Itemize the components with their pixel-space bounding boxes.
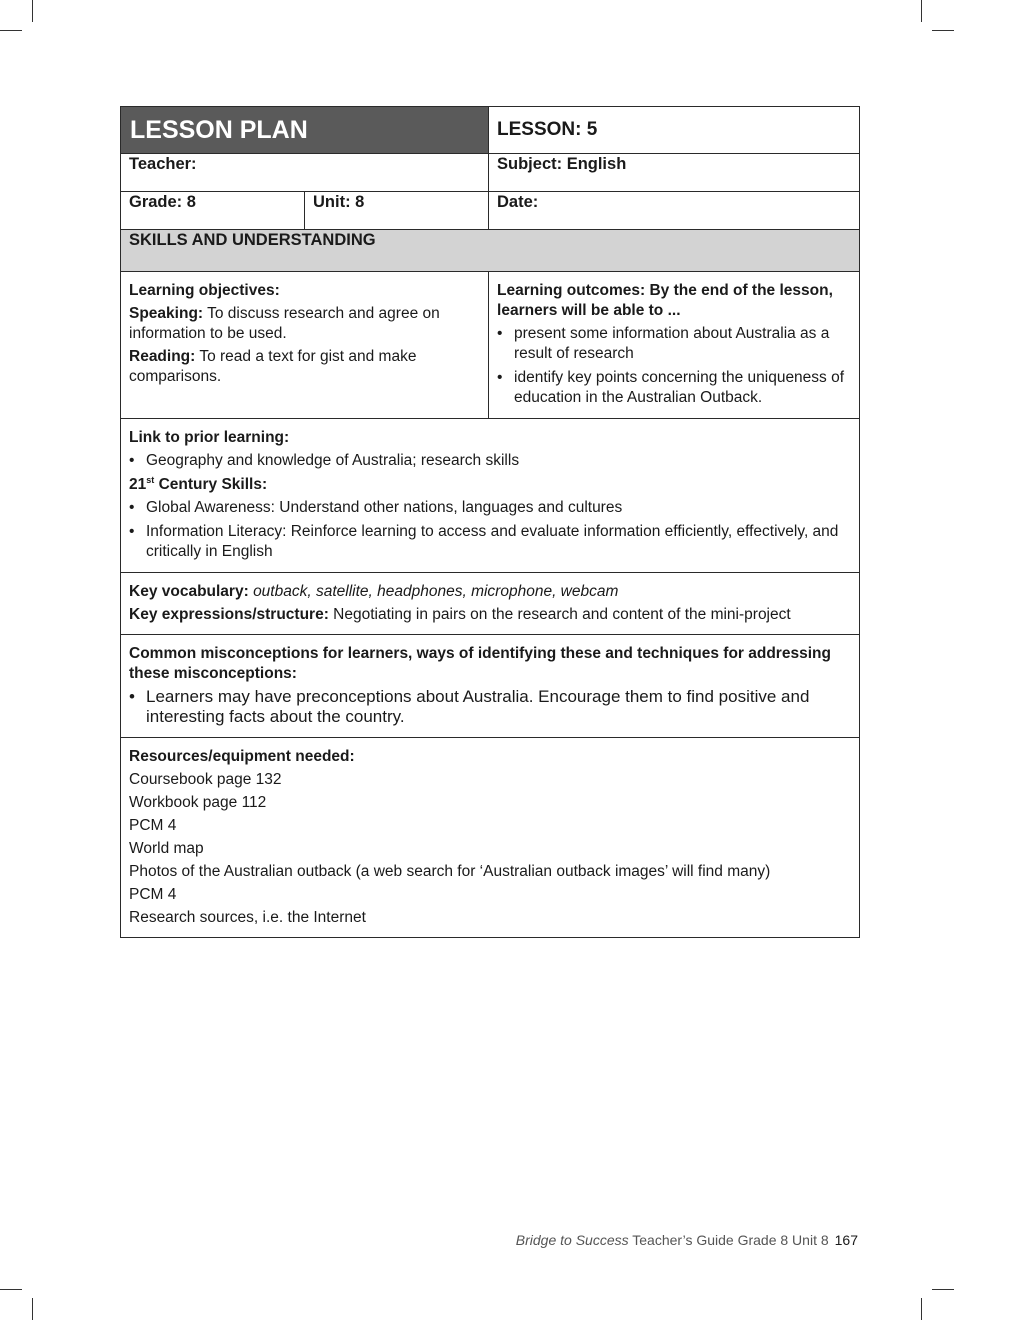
crop-mark bbox=[921, 0, 922, 22]
crop-mark bbox=[32, 1298, 33, 1320]
resource-item: PCM 4 bbox=[129, 886, 177, 903]
resource-item: Workbook page 112 bbox=[129, 794, 267, 811]
learning-objectives bbox=[121, 272, 489, 419]
resources-section bbox=[121, 738, 860, 938]
crop-mark bbox=[0, 1289, 22, 1290]
page-number: 167 bbox=[834, 1232, 858, 1248]
misconceptions-section bbox=[121, 635, 860, 738]
learning-outcomes bbox=[489, 272, 860, 419]
reading-objective: Reading: To read a text for gist and make comparisons. bbox=[129, 348, 417, 385]
misconceptions-heading: Common misconceptions for learners, ways of identifying these and techniques for addressing these misconceptions: bbox=[129, 645, 831, 682]
resource-item: PCM 4 bbox=[129, 817, 177, 834]
crop-mark bbox=[32, 0, 33, 22]
crop-mark bbox=[0, 30, 22, 31]
lesson-number: LESSON: 5 bbox=[489, 107, 860, 154]
resource-item: Coursebook page 132 bbox=[129, 771, 282, 788]
subject-field: Subject: English bbox=[489, 154, 860, 192]
resource-item: Research sources, i.e. the Internet bbox=[129, 909, 366, 926]
prior-learning-item: • Geography and knowledge of Australia; research skills bbox=[129, 451, 851, 471]
century-skills-heading: 21st Century Skills: bbox=[129, 474, 268, 493]
teacher-field: Teacher: bbox=[121, 154, 489, 192]
outcome-item: • present some information about Australia as a result of research bbox=[497, 324, 851, 364]
crop-mark bbox=[932, 1289, 954, 1290]
lesson-plan-title: LESSON PLAN bbox=[121, 107, 489, 154]
date-field: Date: bbox=[489, 192, 860, 230]
century-skill-item: • Global Awareness: Understand other nations, languages and cultures bbox=[129, 498, 851, 518]
outcomes-heading: Learning outcomes: By the end of the lesson, learners will be able to ... bbox=[497, 282, 833, 319]
crop-mark bbox=[932, 30, 954, 31]
resources-heading: Resources/equipment needed: bbox=[129, 748, 355, 765]
key-vocabulary: Key vocabulary: outback, satellite, headphones, microphone, webcam bbox=[129, 583, 619, 600]
vocabulary-section bbox=[121, 573, 860, 635]
book-title: Bridge to Success bbox=[515, 1232, 629, 1248]
prior-learning-heading: Link to prior learning: bbox=[129, 429, 290, 446]
prior-learning-section bbox=[121, 419, 860, 573]
guide-info: Teacher’s Guide Grade 8 Unit 8 bbox=[628, 1232, 829, 1248]
grade-field: Grade: 8 bbox=[121, 192, 305, 230]
page-footer bbox=[516, 1232, 858, 1248]
resource-item: World map bbox=[129, 840, 204, 857]
key-expressions: Key expressions/structure: Negotiating in pairs on the research and content of the mini-project bbox=[129, 606, 791, 623]
lesson-plan-table bbox=[120, 106, 860, 938]
skills-heading: SKILLS AND UNDERSTANDING bbox=[121, 230, 860, 272]
misconception-item: • Learners may have preconceptions about Australia. Encourage them to find positive and interesting facts about the country. bbox=[129, 687, 851, 727]
unit-field: Unit: 8 bbox=[305, 192, 489, 230]
speaking-objective: Speaking: To discuss research and agree on information to be used. bbox=[129, 305, 440, 342]
resource-item: Photos of the Australian outback (a web search for ‘Australian outback images’ will find many) bbox=[129, 863, 771, 880]
outcome-item: • identify key points concerning the uniqueness of education in the Australian Outback. bbox=[497, 368, 851, 408]
century-skill-item: • Information Literacy: Reinforce learning to access and evaluate information efficiently, effectively, and critically in English bbox=[129, 522, 851, 562]
objectives-heading: Learning objectives: bbox=[129, 282, 280, 299]
crop-mark bbox=[921, 1298, 922, 1320]
